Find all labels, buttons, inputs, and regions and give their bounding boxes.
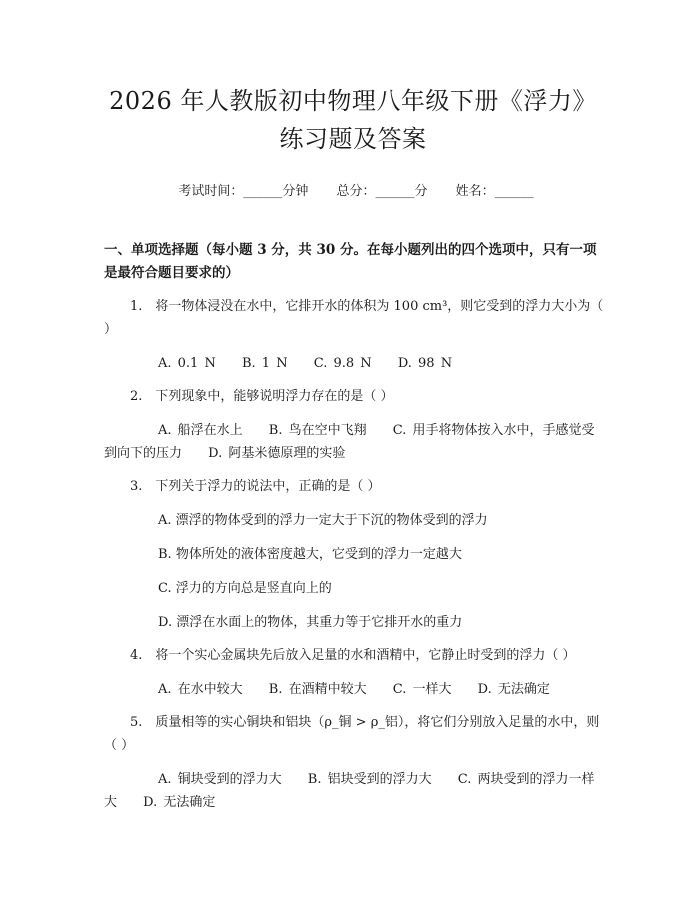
question-3: 3. 下列关于浮力的说法中，正确的是（ ） — [130, 479, 381, 494]
option: D. 无法确定 — [477, 682, 550, 697]
exam-name: 姓名：______ — [455, 184, 534, 199]
exam-score: 总分：______分 — [336, 184, 428, 199]
question-4: 4. 将一个实心金属块先后放入足量的水和酒精中，它静止时受到的浮力（ ） — [130, 648, 576, 663]
option: C. 9.8 N — [313, 356, 372, 371]
exam-meta — [106, 180, 606, 199]
option: B. 在酒精中较大 — [268, 682, 367, 697]
option: B. 鸟在空中飞翔 — [268, 423, 367, 438]
question-1: 1. 将一物体浸没在水中，它排开水的体积为 100 cm³，则它受到的浮力大小为（ ） — [104, 299, 604, 337]
option: B. 1 N — [241, 356, 288, 371]
question-5: 5. 质量相等的实心铜块和铝块（ρ_铜 > ρ_铝），将它们分别放入足量的水中，则（ ） — [104, 715, 600, 753]
option: D. 98 N — [397, 356, 453, 371]
option: D. 无法确定 — [143, 795, 216, 810]
option: A. 在水中较大 — [158, 682, 243, 697]
section-heading: 一、单项选择题（每小题 3 分，共 30 分。在每小题列出的四个选项中，只有一项是最符合题目要求的） — [104, 242, 597, 281]
option: C. 两块受到的浮力一样大 — [104, 772, 595, 810]
option: A. 0.1 N — [158, 356, 216, 371]
question-4-options — [104, 678, 606, 701]
title-line-1: 2026 年人教版初中物理八年级下册《浮力》 — [109, 87, 597, 115]
option: A. 船浮在水上 — [158, 423, 243, 438]
option: B. 铝块受到的浮力大 — [307, 772, 432, 787]
question-2-options — [104, 419, 606, 465]
page-title — [100, 82, 606, 158]
exam-time: 考试时间：______分钟 — [178, 184, 309, 199]
option: A. 铜块受到的浮力大 — [158, 772, 282, 787]
option: C. 用手将物体按入水中，手感觉受到向下的压力 — [104, 423, 595, 461]
question-1-options — [104, 352, 606, 375]
title-line-2: 练习题及答案 — [279, 125, 427, 153]
option: B. 物体所处的液体密度越大，它受到的浮力一定越大 — [158, 547, 462, 562]
option: C. 浮力的方向总是竖直向上的 — [158, 581, 332, 596]
question-5-options — [104, 768, 606, 814]
option: C. 一样大 — [392, 682, 452, 697]
option: D. 阿基米德原理的实验 — [208, 446, 346, 461]
option: A. 漂浮的物体受到的浮力一定大于下沉的物体受到的浮力 — [158, 513, 488, 528]
option: D. 漂浮在水面上的物体，其重力等于它排开水的重力 — [158, 615, 463, 630]
question-2: 2. 下列现象中，能够说明浮力存在的是（ ） — [130, 389, 394, 404]
